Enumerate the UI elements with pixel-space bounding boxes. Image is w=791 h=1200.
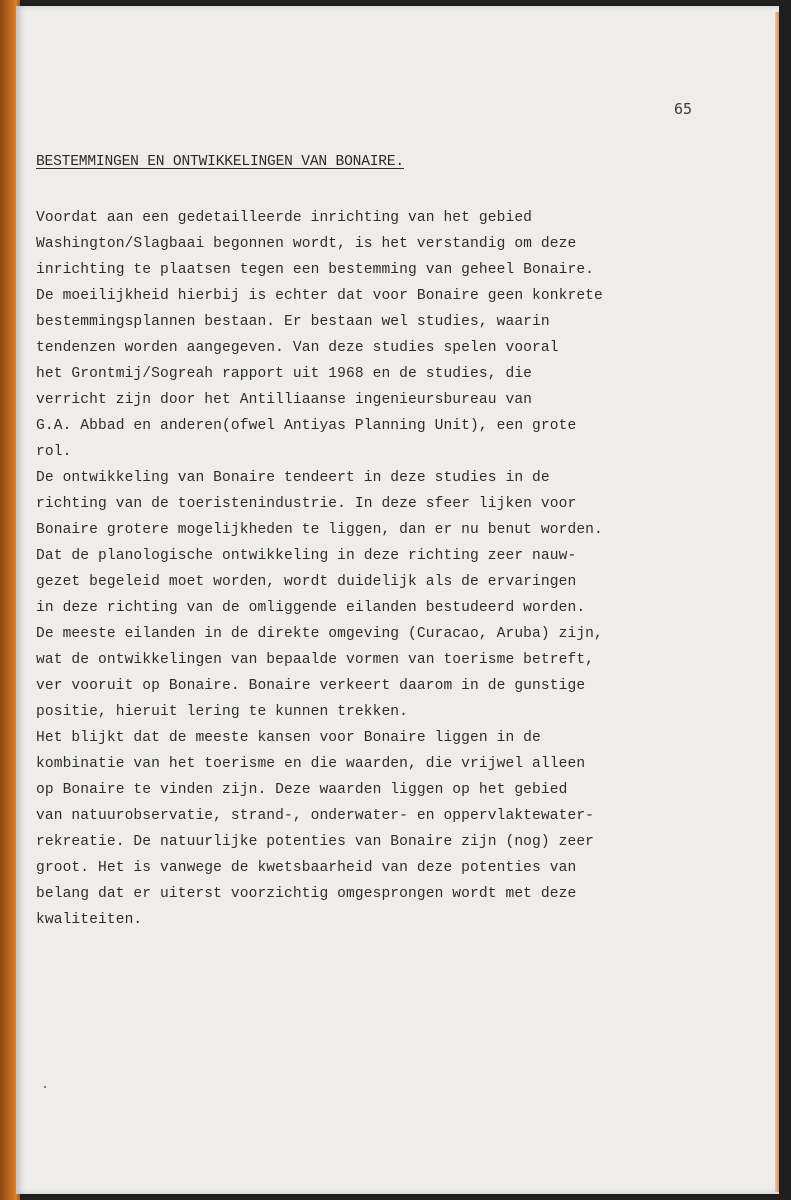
text-line: belang dat er uiterst voorzichtig omgesprongen wordt met deze [36,886,577,902]
text-line: Bonaire grotere mogelijkheden te liggen, dan er nu benut worden. [36,522,603,538]
text-line: positie, hieruit lering te kunnen trekken. [36,704,409,720]
text-line: kwaliteiten. [36,912,143,928]
text-line: tendenzen worden aangegeven. Van deze studies spelen vooral [36,340,559,356]
text-line: richting van de toeristenindustrie. In deze sfeer lijken voor [36,496,577,512]
text-line: verricht zijn door het Antilliaanse ingenieursbureau van [36,392,533,408]
body-text [36,205,603,933]
text-line: groot. Het is vanwege de kwetsbaarheid van deze potenties van [36,860,577,876]
text-line: rol. [36,444,72,460]
page-number: 65 [674,100,693,118]
text-line: De meeste eilanden in de direkte omgeving (Curacao, Aruba) zijn, [36,626,603,642]
text-line: kombinatie van het toerisme en die waarden, die vrijwel alleen [36,756,586,772]
text-line: G.A. Abbad en anderen(ofwel Antiyas Planning Unit), een grote [36,418,577,434]
text-line: van natuurobservatie, strand-, onderwater- en oppervlaktewater- [36,808,595,824]
text-line: Het blijkt dat de meeste kansen voor Bonaire liggen in de [36,730,541,746]
text-line: ver vooruit op Bonaire. Bonaire verkeert daarom in de gunstige [36,678,586,694]
text-line: bestemmingsplannen bestaan. Er bestaan wel studies, waarin [36,314,550,330]
text-line: wat de ontwikkelingen van bepaalde vormen van toerisme betreft, [36,652,595,668]
text-line: rekreatie. De natuurlijke potenties van Bonaire zijn (nog) zeer [36,834,595,850]
page-edge [775,12,779,1192]
text-line: Washington/Slagbaai begonnen wordt, is het verstandig om deze [36,236,577,252]
document-page [16,6,779,1194]
text-line: De moeilijkheid hierbij is echter dat voor Bonaire geen konkrete [36,288,603,304]
text-line: op Bonaire te vinden zijn. Deze waarden liggen op het gebied [36,782,568,798]
page-heading: BESTEMMINGEN EN ONTWIKKELINGEN VAN BONAIRE. [36,154,404,170]
text-line: in deze richting van de omliggende eilanden bestudeerd worden. [36,600,586,616]
paper-speck [44,1086,46,1088]
text-line: gezet begeleid moet worden, wordt duidelijk als de ervaringen [36,574,577,590]
text-line: De ontwikkeling van Bonaire tendeert in deze studies in de [36,470,550,486]
text-line: inrichting te plaatsen tegen een bestemming van geheel Bonaire. [36,262,595,278]
text-line: Voordat aan een gedetailleerde inrichting van het gebied [36,210,533,226]
text-line: het Grontmij/Sogreah rapport uit 1968 en de studies, die [36,366,533,382]
text-line: Dat de planologische ontwikkeling in deze richting zeer nauw- [36,548,577,564]
